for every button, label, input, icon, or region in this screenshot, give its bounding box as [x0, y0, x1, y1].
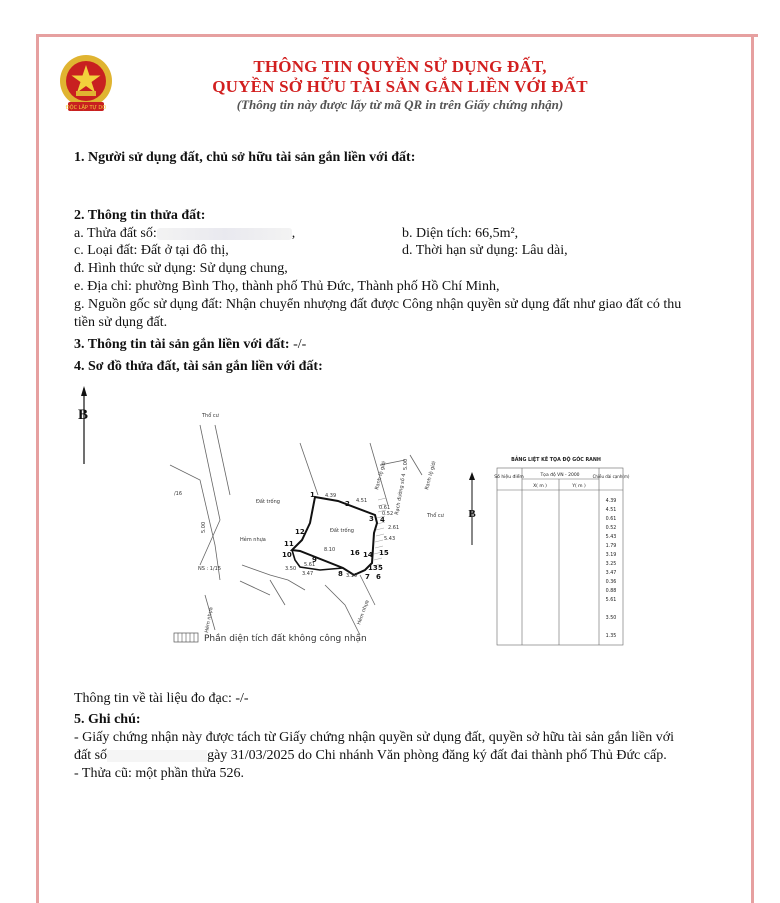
- label-hem-nhua-2: Hẻm nhựa: [204, 606, 215, 634]
- section-3-heading: 3. Thông tin tài sản gắn liền với đất:: [74, 337, 294, 352]
- section-3: [74, 336, 306, 354]
- point-8: 8: [338, 570, 343, 578]
- redacted-parcel-number: [157, 228, 292, 240]
- point-7: 7: [365, 573, 370, 581]
- parcel-area: b. Diện tích: 66,5m²,: [402, 226, 519, 241]
- coord-table-length-cell: 0.61: [605, 517, 617, 522]
- national-emblem-icon: [54, 51, 118, 115]
- coord-table-title: BẢNG LIỆT KÊ TỌA ĐỘ GÓC RANH: [511, 458, 601, 463]
- coordinate-table: [494, 454, 630, 646]
- survey-info: [74, 690, 249, 708]
- coord-table-length-cell: 0.52: [605, 526, 617, 531]
- small-north-label: B: [468, 508, 476, 520]
- point-10: 10: [282, 551, 292, 559]
- coord-table-length-cell: 3.25: [605, 562, 617, 567]
- point-9: 9: [312, 556, 317, 564]
- land-term: d. Thời hạn sử dụng: Lâu dài,: [402, 243, 568, 258]
- north-arrow-icon: [78, 386, 90, 466]
- coord-table-header-length: Chiều dài cạnh(m): [592, 474, 630, 479]
- document-border-left: [36, 34, 39, 903]
- label-ns: NS : 1/15: [198, 566, 222, 572]
- point-5: 5: [378, 564, 383, 572]
- edge-length-5-43: 5.43: [384, 536, 396, 542]
- label-thocu-top: Thổ cư: [202, 413, 219, 419]
- point-15: 15: [379, 549, 389, 557]
- note-line-2-end: gày 31/03/2025 do Chi nhánh Văn phòng đăng ký đất đai thành phố Thủ Đức cấp.: [207, 748, 667, 763]
- point-4: 4: [380, 516, 385, 524]
- coord-table-length-cell: 3.50: [605, 616, 617, 621]
- document-border-top: [36, 34, 758, 37]
- section-4-heading: 4. Sơ đồ thửa đất, tài sản gắn liền với đất:: [74, 359, 323, 374]
- label-16: /16: [174, 491, 183, 497]
- edge-length-4-51: 4.51: [356, 498, 368, 504]
- coord-table-header-point: Số hiệu điểm: [494, 475, 524, 480]
- label-hem-nhua-3: Hẻm nhựa: [356, 599, 371, 626]
- note-line-2-start: đất số: [74, 748, 108, 763]
- coord-table-length-cell: 5.43: [605, 535, 617, 540]
- coord-table-length-cell: 1.35: [605, 634, 617, 639]
- small-north-arrow-icon: [463, 472, 481, 547]
- coord-table-header-system: Tọa độ VN - 2000: [540, 473, 580, 478]
- parcel-number: [74, 225, 295, 243]
- coord-table-header-x: X( m ): [533, 484, 547, 489]
- coord-table-length-cell: 3.47: [605, 571, 617, 576]
- section-2-heading: 2. Thông tin thửa đất:: [74, 208, 206, 223]
- point-14: 14: [363, 551, 373, 559]
- usage-form: đ. Hình thức sử dụng: Sử dụng chung,: [74, 261, 288, 276]
- coord-table-length-cell: 0.36: [605, 580, 617, 585]
- label-dat-trong-1: Đất trống: [256, 499, 280, 505]
- address: e. Địa chỉ: phường Bình Thọ, thành phố Thủ Đức, Thành phố Hồ Chí Minh,: [74, 279, 500, 294]
- survey-info-value: -/-: [235, 691, 249, 706]
- title-line-1: THÔNG TIN QUYỀN SỬ DỤNG ĐẤT,: [253, 57, 547, 76]
- edge-length-2-61: 2.61: [388, 525, 400, 531]
- edge-length-5-61: 5.61: [304, 562, 316, 568]
- point-1: 1: [310, 491, 315, 499]
- emblem-ribbon-text: ĐỘC LẬP TỰ DO: [65, 105, 107, 111]
- label-dat-trong-2: Đất trống: [330, 528, 354, 534]
- label-ranh-lo-gioi-b: Ranh lộ giới: [424, 460, 438, 491]
- label-road-width: 5.00: [403, 458, 409, 470]
- note-line-3: - Thửa cũ: một phần thửa 526.: [74, 766, 245, 781]
- section-5-heading: 5. Ghi chú:: [74, 712, 141, 727]
- section-3-value: -/-: [293, 337, 307, 352]
- label-hem-nhua-1: Hẻm nhựa: [240, 537, 266, 543]
- edge-length-3-25: 3.47: [302, 571, 314, 577]
- section-1-heading: 1. Người sử dụng đất, chủ sở hữu tài sản gắn liền với đất:: [74, 150, 416, 165]
- label-alley: Rạch đường số 4: [394, 473, 408, 516]
- land-plot-diagram: [160, 405, 450, 650]
- edge-length-3-19: 3.19: [346, 573, 358, 579]
- point-2: 2: [345, 500, 350, 508]
- coord-table-length-cell: 5.61: [605, 598, 617, 603]
- edge-length-3-50: 3.50: [285, 566, 297, 572]
- parcel-number-label: a. Thửa đất số:: [74, 226, 157, 241]
- edge-length-0-52: 0.52: [382, 511, 394, 517]
- parcel-number-tail: ,: [291, 226, 296, 241]
- subtitle: (Thông tin này được lấy từ mã QR in trên Giấy chứng nhận): [236, 97, 564, 112]
- edge-length-4-39: 4.39: [325, 493, 337, 499]
- coord-table-length-cell: 0.88: [605, 589, 617, 594]
- point-13: 13: [368, 564, 378, 572]
- coord-table-length-cell: 4.39: [605, 499, 617, 504]
- label-thocu-right: Thổ cư: [427, 513, 444, 519]
- point-16: 16: [350, 549, 360, 557]
- point-12: 12: [295, 528, 305, 536]
- redacted-certificate-number: [107, 750, 207, 762]
- title-line-2: QUYỀN SỞ HỮU TÀI SẢN GẮN LIỀN VỚI ĐẤT: [212, 77, 588, 96]
- coord-table-length-cell: 3.19: [605, 553, 617, 558]
- label-ranh-lo-gioi-a: Ranh lộ giới: [374, 460, 388, 491]
- note-line-2: [74, 747, 667, 765]
- coord-table-length-column: [606, 498, 617, 639]
- land-type: c. Loại đất: Đất ở tại đô thị,: [74, 243, 229, 258]
- north-label: B: [77, 407, 89, 423]
- survey-info-label: Thông tin về tài liệu đo đạc:: [74, 691, 236, 706]
- legend-text: Phần diện tích đất không công nhận: [204, 634, 367, 644]
- point-11: 11: [284, 540, 294, 548]
- coord-table-length-cell: 1.79: [605, 544, 617, 549]
- document-border-right: [751, 34, 754, 903]
- note-line-1: - Giấy chứng nhận này được tách từ Giấy chứng nhận quyền sử dụng đất, quyền sở hữu tài sản gắn liền với: [74, 730, 674, 745]
- edge-length-8-10: 8.10: [324, 547, 336, 553]
- point-3: 3: [369, 515, 374, 523]
- point-6: 6: [376, 573, 381, 581]
- origin-line-2: tiền sử dụng đất.: [74, 315, 168, 330]
- coord-table-header-y: Y( m ): [572, 484, 586, 489]
- label-dim-500: 5.00: [201, 521, 207, 533]
- edge-length-0-61: 0.61: [379, 505, 391, 511]
- origin-line-1: g. Nguồn gốc sử dụng đất: Nhận chuyển nhượng đất được Công nhận quyền sử dụng đất như giao đất có thu: [74, 297, 682, 312]
- coord-table-length-cell: 4.51: [605, 508, 617, 513]
